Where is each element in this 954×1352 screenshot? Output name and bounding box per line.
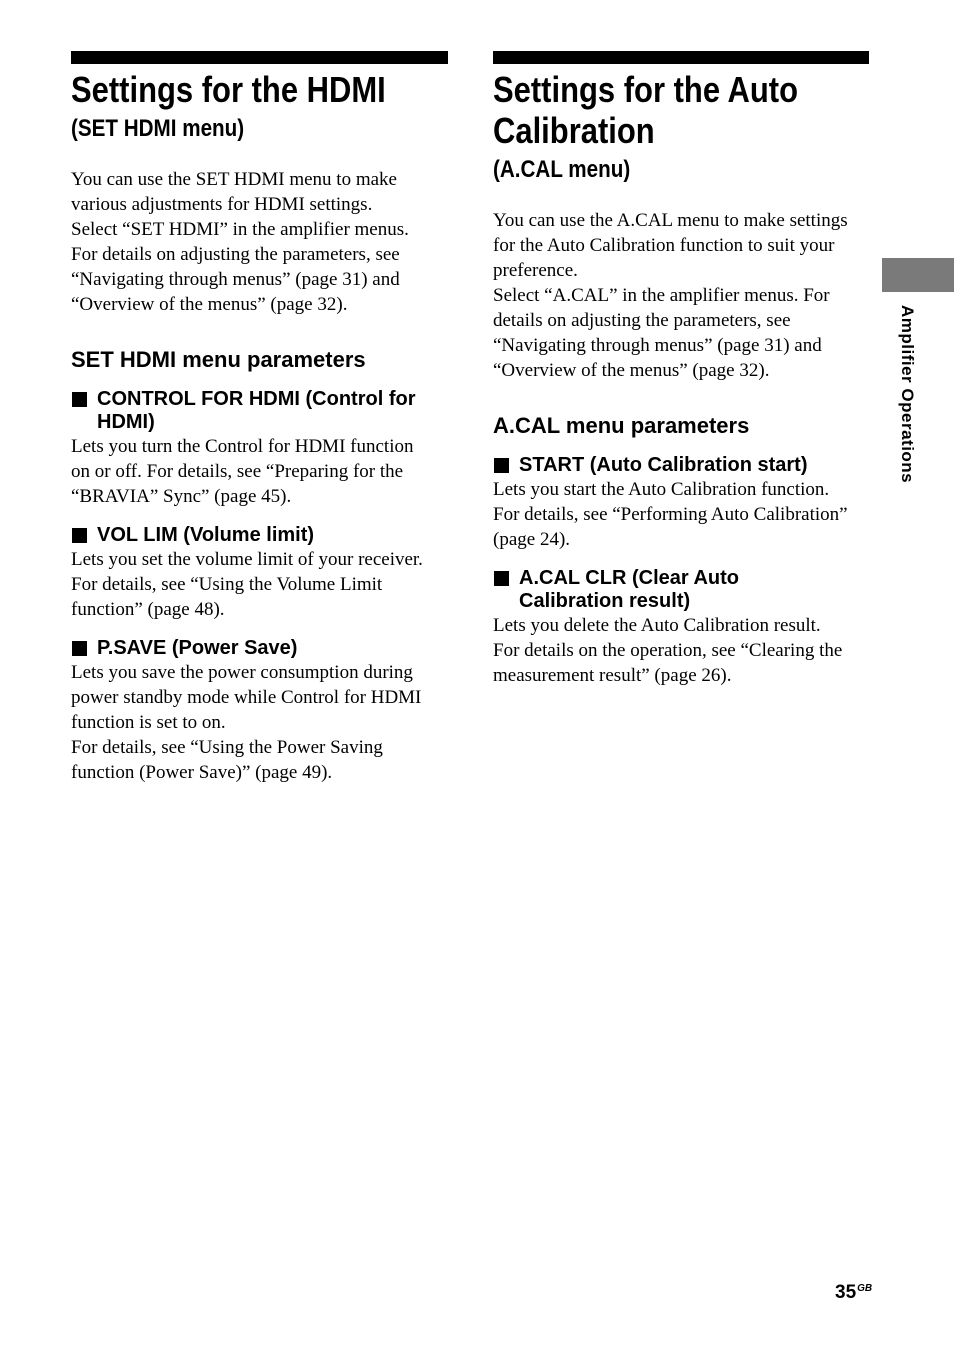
- bullet-square-icon: [494, 458, 509, 473]
- subtitle-set-hdmi-menu: (SET HDMI menu): [71, 115, 245, 142]
- title-rule: [71, 51, 448, 64]
- param-heading: P.SAVE (Power Save): [97, 637, 298, 659]
- param-item-acal-clr: [493, 567, 869, 688]
- intro-paragraph: You can use the SET HDMI menu to make various adjustments for HDMI settings. Select “SET HDMI” in the amplifier menus. For details on adjusting the parameters, see “Navigating through menus” (page 31) and “Overview of the menus” (page 32).: [71, 169, 409, 315]
- param-item-control-for-hdmi: [71, 388, 448, 509]
- subtitle-acal-menu: (A.CAL menu): [493, 156, 631, 183]
- param-description: Lets you save the power consumption during power standby mode while Control for HDMI function is set to on. For details, see “Using the Power Saving function (Power Save)” (page 49).: [71, 662, 422, 783]
- param-description: Lets you set the volume limit of your receiver. For details, see “Using the Volume Limit function” (page 48).: [71, 549, 423, 620]
- param-item-vol-lim: [71, 524, 448, 622]
- bullet-square-icon: [72, 641, 87, 656]
- param-description: Lets you start the Auto Calibration function. For details, see “Performing Auto Calibration” (page 24).: [493, 479, 848, 550]
- chapter-tab-marker: [882, 258, 954, 292]
- bullet-square-icon: [72, 528, 87, 543]
- param-heading: A.CAL CLR (Clear Auto Calibration result): [519, 567, 739, 612]
- param-item-p-save: [71, 637, 448, 785]
- param-heading: START (Auto Calibration start): [519, 454, 808, 476]
- bullet-square-icon: [72, 392, 87, 407]
- page-title-hdmi: Settings for the HDMI: [71, 69, 386, 110]
- bullet-square-icon: [494, 571, 509, 586]
- param-description: Lets you turn the Control for HDMI function on or off. For details, see “Preparing for the “BRAVIA” Sync” (page 45).: [71, 436, 414, 507]
- page-number-suffix: GB: [857, 1283, 873, 1294]
- page-title-auto-calibration: [493, 69, 869, 151]
- page-title-text: Settings for the Auto Calibration: [493, 69, 798, 151]
- section-heading-set-hdmi-parameters: SET HDMI menu parameters: [71, 347, 366, 372]
- title-rule: [493, 51, 869, 64]
- intro-paragraph: You can use the A.CAL menu to make settings for the Auto Calibration function to suit your preference. Select “A.CAL” in the amplifier menus. For details on adjusting the parameters, see “Navigating through menus” (page 31) and “Overview of the menus” (page 32).: [493, 210, 848, 381]
- param-heading: CONTROL FOR HDMI (Control for HDMI): [97, 388, 416, 433]
- right-column: [493, 51, 869, 703]
- param-item-start: [493, 454, 869, 552]
- page-number-value: 35: [835, 1282, 857, 1303]
- section-heading-acal-parameters: A.CAL menu parameters: [493, 413, 750, 438]
- param-description: Lets you delete the Auto Calibration result. For details on the operation, see “Clearing the measurement result” (page 26).: [493, 615, 843, 686]
- page-number: [835, 1282, 872, 1304]
- left-column: [71, 51, 448, 800]
- param-heading: VOL LIM (Volume limit): [97, 524, 315, 546]
- chapter-side-label: Amplifier Operations: [898, 305, 917, 484]
